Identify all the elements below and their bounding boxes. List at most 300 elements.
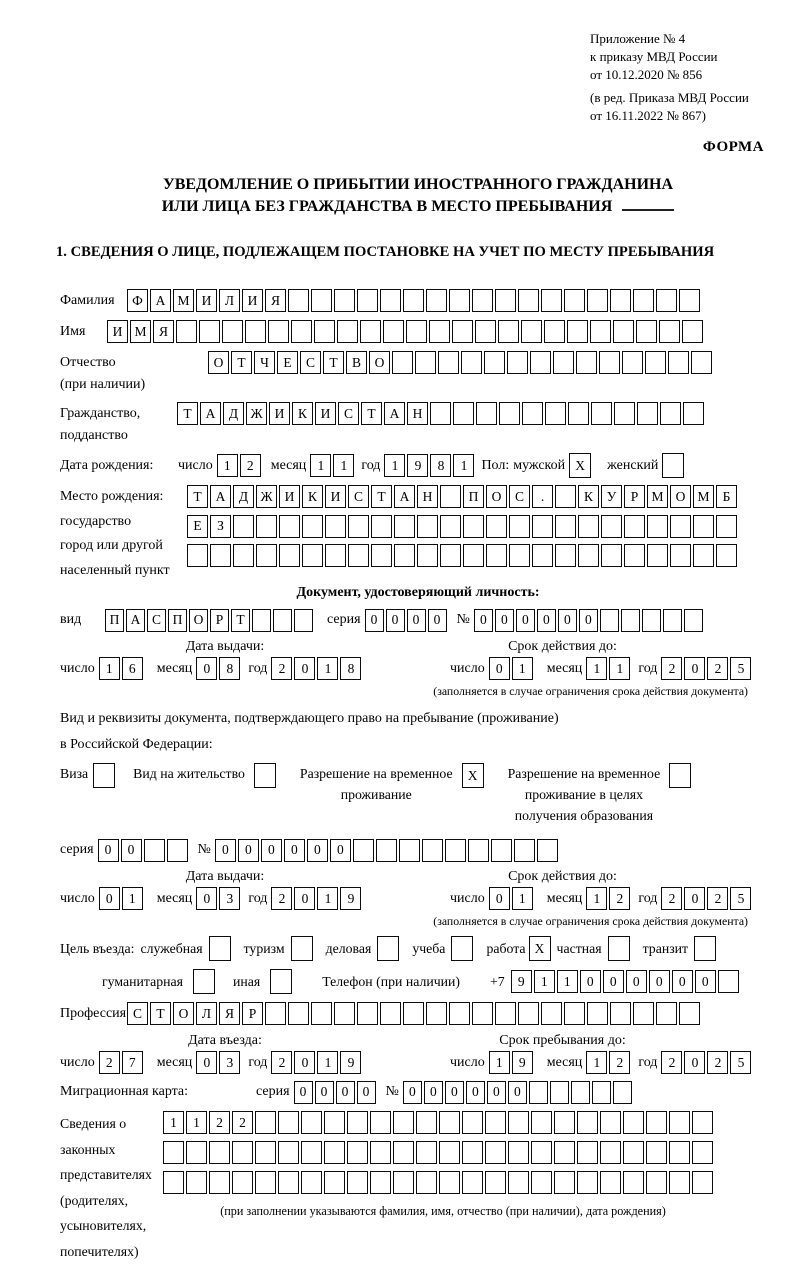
char-box[interactable]: 0 xyxy=(603,970,624,993)
char-box[interactable]: Р xyxy=(242,1002,263,1025)
char-box[interactable] xyxy=(279,544,300,567)
char-box[interactable] xyxy=(716,515,737,538)
char-box[interactable] xyxy=(610,1002,631,1025)
char-box[interactable] xyxy=(514,839,535,862)
char-box[interactable] xyxy=(278,1141,299,1164)
char-box[interactable]: 1 xyxy=(512,657,533,680)
char-box[interactable]: 0 xyxy=(284,839,305,862)
char-box[interactable] xyxy=(403,1002,424,1025)
char-box[interactable] xyxy=(531,1111,552,1134)
char-box[interactable] xyxy=(324,1171,345,1194)
char-box[interactable]: К xyxy=(578,485,599,508)
char-box[interactable]: 9 xyxy=(340,1051,361,1074)
char-box[interactable]: И xyxy=(325,485,346,508)
char-box[interactable]: . xyxy=(532,485,553,508)
char-box[interactable] xyxy=(509,515,530,538)
char-box[interactable] xyxy=(507,351,528,374)
char-box[interactable] xyxy=(394,544,415,567)
char-box[interactable]: 0 xyxy=(215,839,236,862)
char-box[interactable]: З xyxy=(210,515,231,538)
char-box[interactable] xyxy=(545,402,566,425)
char-box[interactable] xyxy=(301,1141,322,1164)
char-box[interactable]: 0 xyxy=(579,609,598,632)
char-box[interactable]: 0 xyxy=(196,657,217,680)
char-box[interactable]: А xyxy=(210,485,231,508)
char-box[interactable] xyxy=(392,351,413,374)
char-box[interactable] xyxy=(694,936,716,961)
char-box[interactable] xyxy=(324,1141,345,1164)
char-box[interactable]: 0 xyxy=(294,657,315,680)
char-box[interactable]: 0 xyxy=(466,1081,485,1104)
char-box[interactable] xyxy=(499,402,520,425)
char-box[interactable]: С xyxy=(127,1002,148,1025)
char-box[interactable] xyxy=(578,515,599,538)
char-box[interactable] xyxy=(144,839,165,862)
char-box[interactable]: И xyxy=(315,402,336,425)
char-box[interactable] xyxy=(600,1111,621,1134)
char-box[interactable]: И xyxy=(196,289,217,312)
char-box[interactable]: Я xyxy=(219,1002,240,1025)
char-box[interactable]: Н xyxy=(407,402,428,425)
char-box[interactable]: Т xyxy=(187,485,208,508)
char-box[interactable] xyxy=(486,544,507,567)
char-box[interactable]: 0 xyxy=(294,1081,313,1104)
char-box[interactable] xyxy=(646,1141,667,1164)
char-box[interactable] xyxy=(567,320,588,343)
char-box[interactable] xyxy=(577,1141,598,1164)
char-box[interactable]: 3 xyxy=(219,1051,240,1074)
char-box[interactable]: В xyxy=(346,351,367,374)
char-box[interactable] xyxy=(613,1081,632,1104)
char-box[interactable] xyxy=(646,1171,667,1194)
char-box[interactable] xyxy=(255,1141,276,1164)
char-box[interactable] xyxy=(613,320,634,343)
char-box[interactable]: Е xyxy=(277,351,298,374)
char-box[interactable] xyxy=(531,1171,552,1194)
char-box[interactable] xyxy=(167,839,188,862)
char-box[interactable] xyxy=(301,1111,322,1134)
char-box[interactable] xyxy=(647,515,668,538)
char-box[interactable] xyxy=(656,1002,677,1025)
char-box[interactable] xyxy=(622,351,643,374)
char-box[interactable] xyxy=(209,1141,230,1164)
char-box[interactable]: 5 xyxy=(730,1051,751,1074)
char-box[interactable]: Ж xyxy=(256,485,277,508)
char-box[interactable] xyxy=(669,763,691,788)
char-box[interactable]: Д xyxy=(223,402,244,425)
char-box[interactable] xyxy=(245,320,266,343)
char-box[interactable] xyxy=(438,351,459,374)
char-box[interactable] xyxy=(541,1002,562,1025)
char-box[interactable] xyxy=(646,1111,667,1134)
char-box[interactable]: А xyxy=(200,402,221,425)
char-box[interactable] xyxy=(288,1002,309,1025)
char-box[interactable] xyxy=(422,839,443,862)
char-box[interactable] xyxy=(564,1002,585,1025)
char-box[interactable]: 0 xyxy=(330,839,351,862)
char-box[interactable]: С xyxy=(147,609,166,632)
char-box[interactable] xyxy=(642,609,661,632)
char-box[interactable]: Т xyxy=(323,351,344,374)
char-box[interactable]: 0 xyxy=(428,609,447,632)
char-box[interactable] xyxy=(508,1171,529,1194)
char-box[interactable] xyxy=(693,515,714,538)
char-box[interactable]: 2 xyxy=(609,1051,630,1074)
char-box[interactable]: 1 xyxy=(333,454,354,477)
char-box[interactable] xyxy=(288,289,309,312)
char-box[interactable]: И xyxy=(269,402,290,425)
char-box[interactable] xyxy=(669,1171,690,1194)
char-box[interactable]: 0 xyxy=(626,970,647,993)
char-box[interactable]: 2 xyxy=(707,887,728,910)
char-box[interactable] xyxy=(254,763,276,788)
char-box[interactable]: 0 xyxy=(695,970,716,993)
char-box[interactable] xyxy=(601,515,622,538)
char-box[interactable] xyxy=(591,402,612,425)
char-box[interactable] xyxy=(669,1141,690,1164)
char-box[interactable] xyxy=(440,485,461,508)
char-box[interactable] xyxy=(587,289,608,312)
char-box[interactable] xyxy=(587,1002,608,1025)
char-box[interactable] xyxy=(393,1141,414,1164)
char-box[interactable]: 0 xyxy=(487,1081,506,1104)
char-box[interactable] xyxy=(600,609,619,632)
char-box[interactable]: 1 xyxy=(99,657,120,680)
char-box[interactable]: 1 xyxy=(609,657,630,680)
char-box[interactable]: 0 xyxy=(365,609,384,632)
char-box[interactable] xyxy=(518,1002,539,1025)
char-box[interactable]: 0 xyxy=(99,887,120,910)
char-box[interactable] xyxy=(186,1141,207,1164)
char-box[interactable] xyxy=(233,544,254,567)
char-box[interactable] xyxy=(691,351,712,374)
char-box[interactable]: 2 xyxy=(271,887,292,910)
char-box[interactable] xyxy=(491,839,512,862)
char-box[interactable]: 8 xyxy=(219,657,240,680)
char-box[interactable] xyxy=(718,970,739,993)
char-box[interactable] xyxy=(209,936,231,961)
char-box[interactable]: А xyxy=(384,402,405,425)
char-box[interactable] xyxy=(555,515,576,538)
char-box[interactable] xyxy=(532,515,553,538)
char-box[interactable]: 5 xyxy=(730,887,751,910)
char-box[interactable]: 6 xyxy=(122,657,143,680)
char-box[interactable]: Д xyxy=(233,485,254,508)
char-box[interactable] xyxy=(662,453,684,478)
char-box[interactable] xyxy=(716,544,737,567)
char-box[interactable] xyxy=(348,544,369,567)
char-box[interactable]: Л xyxy=(219,289,240,312)
char-box[interactable] xyxy=(472,1002,493,1025)
char-box[interactable]: 0 xyxy=(580,970,601,993)
char-box[interactable] xyxy=(509,544,530,567)
char-box[interactable]: Т xyxy=(150,1002,171,1025)
char-box[interactable]: 2 xyxy=(707,657,728,680)
char-box[interactable] xyxy=(468,839,489,862)
char-box[interactable]: 1 xyxy=(163,1111,184,1134)
char-box[interactable] xyxy=(568,402,589,425)
char-box[interactable] xyxy=(531,1141,552,1164)
char-box[interactable] xyxy=(684,609,703,632)
char-box[interactable]: 0 xyxy=(489,887,510,910)
char-box[interactable]: 0 xyxy=(407,609,426,632)
char-box[interactable]: Т xyxy=(361,402,382,425)
char-box[interactable] xyxy=(463,544,484,567)
char-box[interactable] xyxy=(291,320,312,343)
char-box[interactable] xyxy=(555,485,576,508)
char-box[interactable]: 1 xyxy=(512,887,533,910)
char-box[interactable] xyxy=(209,1171,230,1194)
char-box[interactable] xyxy=(670,544,691,567)
char-box[interactable]: Р xyxy=(210,609,229,632)
char-box[interactable] xyxy=(380,1002,401,1025)
char-box[interactable]: 0 xyxy=(424,1081,443,1104)
char-box[interactable] xyxy=(530,351,551,374)
char-box[interactable] xyxy=(614,402,635,425)
char-box[interactable] xyxy=(555,544,576,567)
char-box[interactable] xyxy=(302,544,323,567)
char-box[interactable] xyxy=(449,1002,470,1025)
char-box[interactable] xyxy=(294,609,313,632)
char-box[interactable]: Т xyxy=(371,485,392,508)
char-box[interactable]: 0 xyxy=(649,970,670,993)
char-box[interactable]: 0 xyxy=(121,839,142,862)
char-box[interactable] xyxy=(325,515,346,538)
char-box[interactable] xyxy=(380,289,401,312)
char-box[interactable] xyxy=(193,969,215,994)
char-box[interactable] xyxy=(353,839,374,862)
char-box[interactable] xyxy=(462,1171,483,1194)
char-box[interactable] xyxy=(692,1141,713,1164)
char-box[interactable]: 0 xyxy=(684,887,705,910)
char-box[interactable] xyxy=(623,1141,644,1164)
char-box[interactable] xyxy=(416,1111,437,1134)
char-box[interactable] xyxy=(163,1171,184,1194)
char-box[interactable] xyxy=(334,1002,355,1025)
char-box[interactable]: 0 xyxy=(403,1081,422,1104)
char-box[interactable] xyxy=(554,1111,575,1134)
char-box[interactable] xyxy=(476,402,497,425)
char-box[interactable]: Н xyxy=(417,485,438,508)
char-box[interactable] xyxy=(393,1111,414,1134)
char-box[interactable]: К xyxy=(292,402,313,425)
char-box[interactable]: О xyxy=(369,351,390,374)
char-box[interactable] xyxy=(495,1002,516,1025)
char-box[interactable] xyxy=(693,544,714,567)
char-box[interactable]: 0 xyxy=(315,1081,334,1104)
char-box[interactable] xyxy=(439,1141,460,1164)
char-box[interactable] xyxy=(347,1171,368,1194)
char-box[interactable] xyxy=(532,544,553,567)
char-box[interactable]: И xyxy=(107,320,128,343)
char-box[interactable]: 0 xyxy=(672,970,693,993)
char-box[interactable]: 2 xyxy=(661,1051,682,1074)
char-box[interactable] xyxy=(430,402,451,425)
char-box[interactable]: О xyxy=(173,1002,194,1025)
char-box[interactable]: 1 xyxy=(453,454,474,477)
char-box[interactable]: 0 xyxy=(508,1081,527,1104)
char-box[interactable] xyxy=(669,1111,690,1134)
char-box[interactable]: Л xyxy=(196,1002,217,1025)
char-box[interactable]: Т xyxy=(231,609,250,632)
char-box[interactable] xyxy=(265,1002,286,1025)
char-box[interactable]: О xyxy=(208,351,229,374)
char-box[interactable]: П xyxy=(463,485,484,508)
char-box[interactable] xyxy=(314,320,335,343)
char-box[interactable] xyxy=(255,1111,276,1134)
char-box[interactable]: 9 xyxy=(512,1051,533,1074)
char-box[interactable] xyxy=(624,544,645,567)
char-box[interactable] xyxy=(417,515,438,538)
char-box[interactable] xyxy=(334,289,355,312)
char-box[interactable] xyxy=(383,320,404,343)
char-box[interactable] xyxy=(337,320,358,343)
char-box[interactable] xyxy=(268,320,289,343)
char-box[interactable]: Ф xyxy=(127,289,148,312)
char-box[interactable] xyxy=(537,839,558,862)
char-box[interactable] xyxy=(270,969,292,994)
char-box[interactable] xyxy=(600,1171,621,1194)
char-box[interactable] xyxy=(485,1111,506,1134)
char-box[interactable]: Т xyxy=(231,351,252,374)
char-box[interactable] xyxy=(440,515,461,538)
char-box[interactable] xyxy=(623,1111,644,1134)
char-box[interactable] xyxy=(670,515,691,538)
char-box[interactable]: 2 xyxy=(99,1051,120,1074)
char-box[interactable] xyxy=(624,515,645,538)
char-box[interactable]: 1 xyxy=(317,1051,338,1074)
char-box[interactable]: 9 xyxy=(511,970,532,993)
char-box[interactable] xyxy=(484,351,505,374)
char-box[interactable]: X xyxy=(569,453,591,478)
char-box[interactable] xyxy=(521,320,542,343)
char-box[interactable] xyxy=(578,544,599,567)
char-box[interactable] xyxy=(291,936,313,961)
char-box[interactable] xyxy=(348,515,369,538)
char-box[interactable]: 0 xyxy=(445,1081,464,1104)
char-box[interactable]: Р xyxy=(624,485,645,508)
char-box[interactable] xyxy=(256,515,277,538)
char-box[interactable]: Я xyxy=(153,320,174,343)
char-box[interactable] xyxy=(518,289,539,312)
char-box[interactable] xyxy=(325,544,346,567)
char-box[interactable] xyxy=(357,1002,378,1025)
char-box[interactable]: 1 xyxy=(384,454,405,477)
char-box[interactable] xyxy=(544,320,565,343)
char-box[interactable] xyxy=(440,544,461,567)
char-box[interactable] xyxy=(683,402,704,425)
char-box[interactable] xyxy=(302,515,323,538)
char-box[interactable] xyxy=(453,402,474,425)
char-box[interactable] xyxy=(472,289,493,312)
char-box[interactable]: 2 xyxy=(609,887,630,910)
char-box[interactable]: 1 xyxy=(534,970,555,993)
char-box[interactable]: 1 xyxy=(557,970,578,993)
char-box[interactable] xyxy=(371,544,392,567)
char-box[interactable] xyxy=(682,320,703,343)
char-box[interactable]: 7 xyxy=(122,1051,143,1074)
char-box[interactable]: 0 xyxy=(294,1051,315,1074)
char-box[interactable] xyxy=(399,839,420,862)
char-box[interactable] xyxy=(485,1171,506,1194)
char-box[interactable] xyxy=(371,515,392,538)
char-box[interactable] xyxy=(692,1171,713,1194)
char-box[interactable]: 9 xyxy=(340,887,361,910)
char-box[interactable]: 1 xyxy=(489,1051,510,1074)
char-box[interactable] xyxy=(393,1171,414,1194)
char-box[interactable] xyxy=(232,1141,253,1164)
char-box[interactable]: 5 xyxy=(730,657,751,680)
char-box[interactable] xyxy=(600,1141,621,1164)
char-box[interactable] xyxy=(416,1141,437,1164)
char-box[interactable]: 2 xyxy=(661,657,682,680)
char-box[interactable] xyxy=(571,1081,590,1104)
char-box[interactable] xyxy=(163,1141,184,1164)
char-box[interactable]: 2 xyxy=(661,887,682,910)
char-box[interactable] xyxy=(451,936,473,961)
char-box[interactable]: 0 xyxy=(474,609,493,632)
char-box[interactable] xyxy=(647,544,668,567)
char-box[interactable]: 8 xyxy=(430,454,451,477)
char-box[interactable] xyxy=(252,609,271,632)
char-box[interactable] xyxy=(347,1111,368,1134)
char-box[interactable]: X xyxy=(462,763,484,788)
char-box[interactable]: 2 xyxy=(707,1051,728,1074)
char-box[interactable]: 0 xyxy=(386,609,405,632)
char-box[interactable]: 0 xyxy=(98,839,119,862)
char-box[interactable]: 0 xyxy=(307,839,328,862)
char-box[interactable] xyxy=(660,402,681,425)
char-box[interactable] xyxy=(376,839,397,862)
char-box[interactable]: 1 xyxy=(586,887,607,910)
char-box[interactable] xyxy=(633,1002,654,1025)
char-box[interactable]: 2 xyxy=(209,1111,230,1134)
char-box[interactable] xyxy=(668,351,689,374)
char-box[interactable] xyxy=(522,402,543,425)
char-box[interactable] xyxy=(599,351,620,374)
char-box[interactable] xyxy=(637,402,658,425)
char-box[interactable] xyxy=(679,289,700,312)
char-box[interactable] xyxy=(255,1171,276,1194)
char-box[interactable] xyxy=(663,609,682,632)
char-box[interactable] xyxy=(592,1081,611,1104)
char-box[interactable] xyxy=(636,320,657,343)
char-box[interactable] xyxy=(426,1002,447,1025)
char-box[interactable]: 1 xyxy=(186,1111,207,1134)
char-box[interactable]: 0 xyxy=(261,839,282,862)
char-box[interactable] xyxy=(394,515,415,538)
char-box[interactable]: К xyxy=(302,485,323,508)
char-box[interactable]: М xyxy=(130,320,151,343)
char-box[interactable] xyxy=(187,544,208,567)
char-box[interactable] xyxy=(278,1111,299,1134)
char-box[interactable] xyxy=(623,1171,644,1194)
char-box[interactable]: 0 xyxy=(684,1051,705,1074)
char-box[interactable]: Ч xyxy=(254,351,275,374)
char-box[interactable] xyxy=(659,320,680,343)
char-box[interactable] xyxy=(508,1111,529,1134)
char-box[interactable] xyxy=(445,839,466,862)
char-box[interactable]: 0 xyxy=(357,1081,376,1104)
char-box[interactable]: 0 xyxy=(336,1081,355,1104)
char-box[interactable] xyxy=(232,1171,253,1194)
char-box[interactable] xyxy=(210,544,231,567)
char-box[interactable] xyxy=(176,320,197,343)
char-box[interactable] xyxy=(610,289,631,312)
char-box[interactable] xyxy=(403,289,424,312)
char-box[interactable] xyxy=(357,289,378,312)
char-box[interactable] xyxy=(406,320,427,343)
